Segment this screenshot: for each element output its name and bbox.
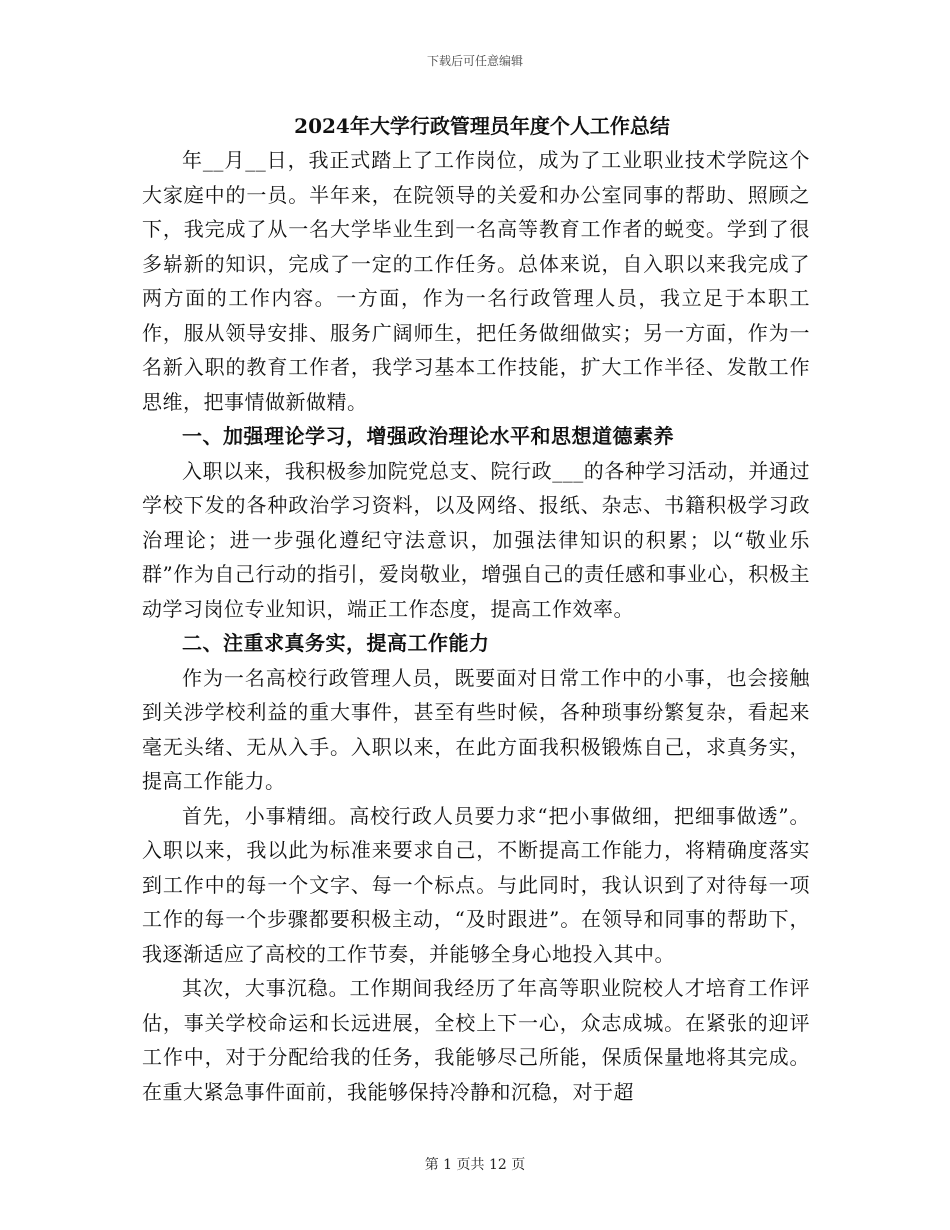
section-heading-1: 一、加强理论学习，增强政治理论水平和思想道德素养	[182, 424, 674, 448]
section-2-paragraph-2: 首先，小事精细。高校行政人员要力求“把小事做细，把细事做透”。入职以来，我以此为标准来要求自己，不断提高工作能力，将精确度落实到工作中的每一个文字、每一个标点。与此同时，我认识到了对待每一项工作的每一个步骤都要积极主动，“及时跟进”。在领导和同事的帮助下，我逐渐适应了高校的工作节奏，并能够全身心地投入其中。	[142, 803, 810, 966]
section-1-paragraph: 入职以来，我积极参加院党总支、院行政___的各种学习活动，并通过学校下发的各种政治学习资料，以及网络、报纸、杂志、书籍积极学习政治理论；进一步强化遵纪守法意识，加强法律知识的积累；以“敬业乐群”作为自己行动的指引，爱岗敬业，增强自己的责任感和事业心，积极主动学习岗位专业知识，端正工作态度，提高工作效率。	[142, 458, 810, 621]
document-body	[142, 109, 810, 1109]
section-2-paragraph-3: 其次，大事沉稳。工作期间我经历了年高等职业院校人才培育工作评估，事关学校命运和长远进展，全校上下一心，众志成城。在紧张的迎评工作中，对于分配给我的任务，我能够尽己所能，保质保量地将其完成。在重大紧急事件面前，我能够保持冷静和沉稳，对于超	[142, 976, 810, 1104]
page-footer: 第 1 页共 12 页	[424, 1157, 526, 1173]
document-title: 2024年大学行政管理员年度个人工作总结	[294, 114, 670, 138]
section-2-paragraph-1: 作为一名高校行政管理人员，既要面对日常工作中的小事，也会接触到关涉学校利益的重大事件，甚至有些时候，各种琐事纷繁复杂，看起来毫无头绪、无从入手。入职以来，在此方面我积极锻炼自己，求真务实，提高工作能力。	[142, 665, 810, 793]
section-heading-2: 二、注重求真务实，提高工作能力	[182, 631, 490, 655]
intro-paragraph: 年__月__日，我正式踏上了工作岗位，成为了工业职业技术学院这个大家庭中的一员。半年来，在院领导的关爱和办公室同事的帮助、照顾之下，我完成了从一名大学毕业生到一名高等教育工作者的蜕变。学到了很多崭新的知识，完成了一定的工作任务。总体来说，自入职以来我完成了两方面的工作内容。一方面，作为一名行政管理人员，我立足于本职工作，服从领导安排、服务广阔师生，把任务做细做实；另一方面，作为一名新入职的教育工作者，我学习基本工作技能，扩大工作半径、发散工作思维，把事情做新做精。	[142, 148, 810, 414]
page-header: 下载后可任意编辑	[426, 54, 523, 68]
